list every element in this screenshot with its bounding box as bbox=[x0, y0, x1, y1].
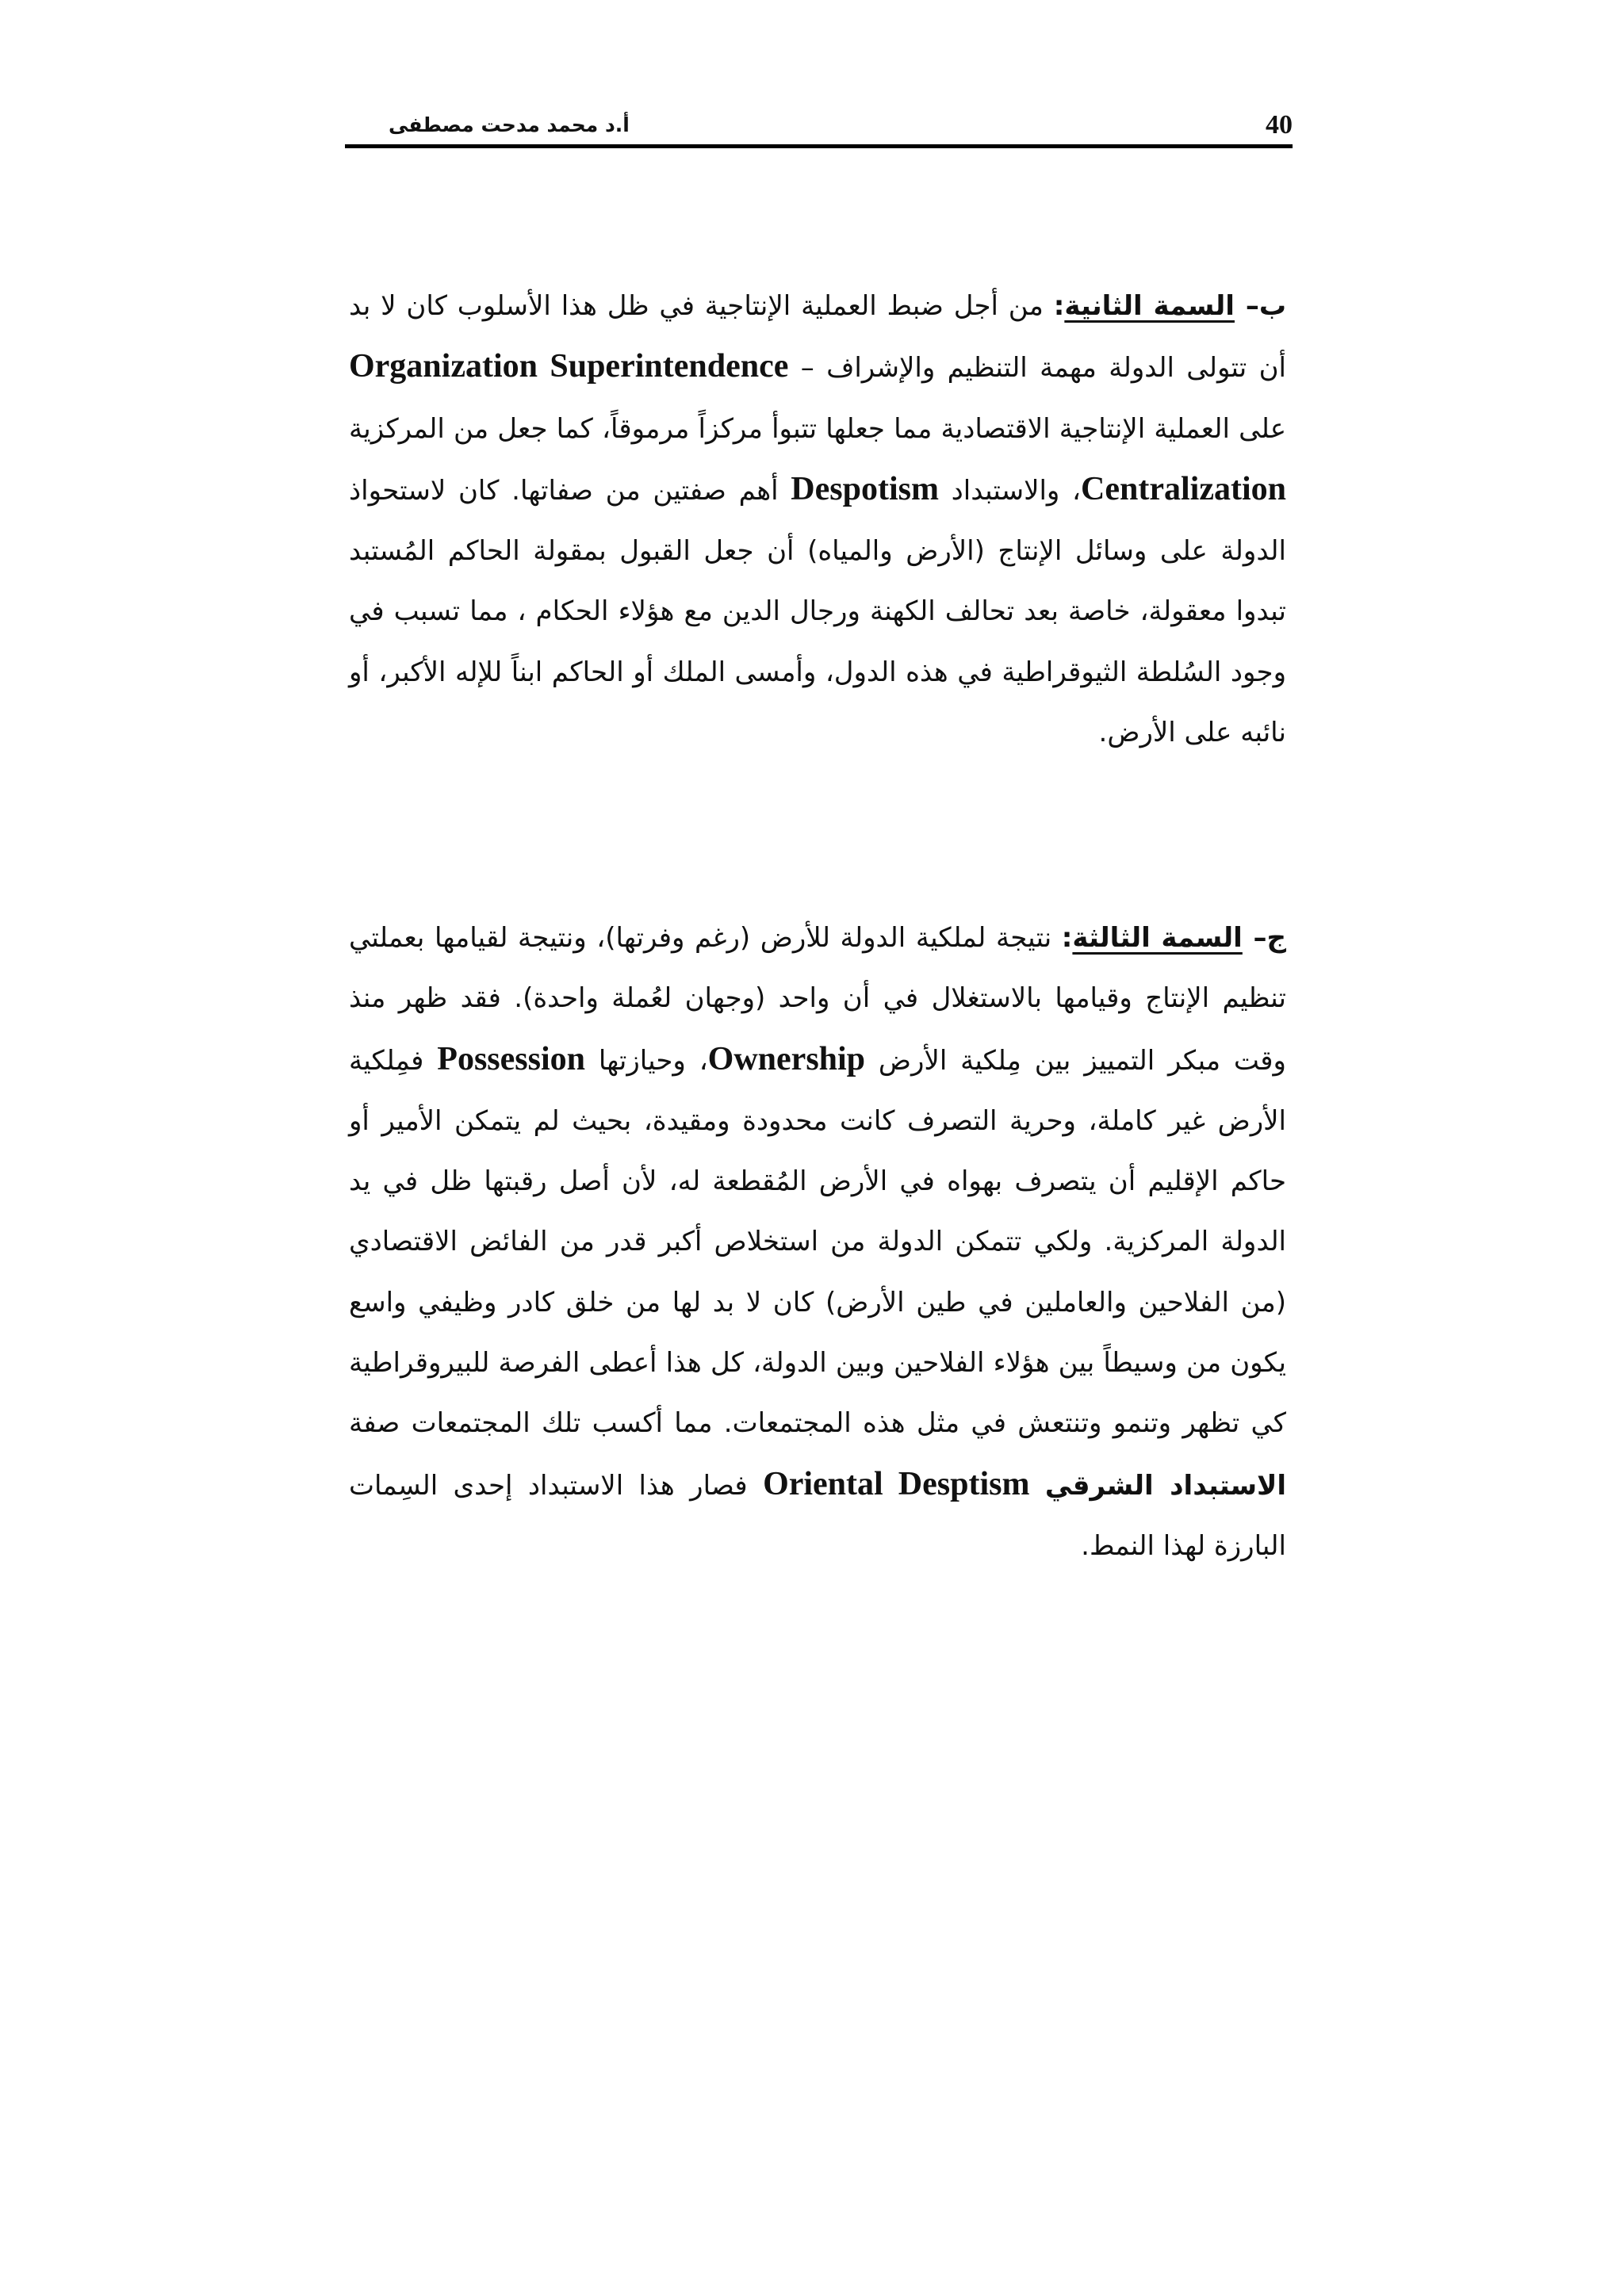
term-despotism: Despotism bbox=[791, 470, 939, 507]
term-oriental-despotism: Oriental Desptism bbox=[763, 1465, 1030, 1502]
term-oriental-despotism-arabic: الاستبداد الشرقي bbox=[1044, 1469, 1287, 1502]
paragraph-third-feature-text bbox=[349, 908, 1286, 1576]
paragraph-second-feature bbox=[349, 276, 1286, 763]
body-text-run bbox=[1029, 1470, 1044, 1502]
term-organization: Organization bbox=[349, 348, 538, 385]
heading-colon: : bbox=[1053, 290, 1065, 322]
paragraph-third-feature bbox=[349, 908, 1286, 1576]
body-text-run: من أجل ضبط العملية الإنتاجية في ظل هذا الأسلوب كان لا بد أن تتولى الدولة مهمة التنظيم والإشراف – bbox=[349, 290, 1286, 385]
paragraph-heading: السمة الثانية bbox=[1064, 290, 1235, 322]
body-text-run: ، وحيازتها bbox=[585, 1044, 708, 1077]
body-text-run: نتيجة لملكية الدولة للأرض (رغم وفرتها)، ونتيجة لقيامها بعملتي تنظيم الإنتاج وقيامها بالاستغلال في أن واحد (وجهان لعُملة واحدة). فقد ظهر منذ وقت مبكر التمييز بين مِلكية الأرض bbox=[349, 922, 1286, 1077]
paragraph-heading: السمة الثالثة bbox=[1072, 922, 1243, 954]
running-head-author: أ.د محمد مدحت مصطفى bbox=[389, 113, 630, 136]
body-text-run: أهم صفتين من صفاتها. كان لاستحواذ الدولة على وسائل الإنتاج (الأرض والمياه) أن جعل القبول بمقولة الحاكم المُستبد تبدوا معقولة، خاصة بعد تحالف الكهنة ورجال الدين مع هؤلاء الحكام ، مما تسبب في وجود السُلطة الثيوقراطية في هذه الدول، وأمسى الملك أو الحاكم ابناً للإله الأكبر، أو نائبه على الأرض. bbox=[349, 474, 1286, 749]
heading-colon: : bbox=[1061, 922, 1073, 954]
paragraph-second-feature-text bbox=[349, 276, 1286, 763]
page-header bbox=[345, 103, 1293, 147]
body-text-run: فصار هذا الاستبداد إحدى السِمات البارزة لهذا النمط. bbox=[349, 1469, 1286, 1562]
term-ownership: Ownership bbox=[707, 1040, 866, 1077]
body-text-run: ، والاستبداد bbox=[938, 474, 1082, 507]
body-text-run: فمِلكية الأرض غير كاملة، وحرية التصرف كانت محدودة ومقيدة، بحيث لم يتمكن الأمير أو حاكم الإقليم أن يتصرف بهواه في الأرض المُقطعة له، لأن أصل رقبتها ظل في يد الدولة المركزية. ولكي تتمكن الدولة من استخلاص أكبر قدر من الفائض الاقتصادي (من الفلاحين والعاملين في طين الأرض) كان لا بد لها من خلق كادر وظيفي واسع يكون من وسيطاً بين هؤلاء الفلاحين وبين الدولة، كل هذا أعطى الفرصة للبيروقراطية كي تظهر وتنمو وتنتعش في مثل هذه المجتمعات. مما أكسب تلك المجتمعات صفة bbox=[349, 1044, 1286, 1440]
page-number: 40 bbox=[1266, 110, 1293, 140]
paragraph-marker: ب– bbox=[1234, 290, 1286, 322]
header-rule bbox=[345, 144, 1293, 148]
term-superintendence: Superintendence bbox=[550, 348, 789, 385]
body-text-run bbox=[538, 352, 550, 384]
term-centralization: Centralization bbox=[1081, 470, 1286, 507]
paragraph-marker: ج– bbox=[1242, 922, 1286, 954]
term-possession: Possession bbox=[437, 1040, 585, 1077]
body-text-run: على العملية الإنتاجية الاقتصادية مما جعلها تتبوأ مركزاً مرموقاً، كما جعل من المركزية bbox=[349, 412, 1286, 445]
